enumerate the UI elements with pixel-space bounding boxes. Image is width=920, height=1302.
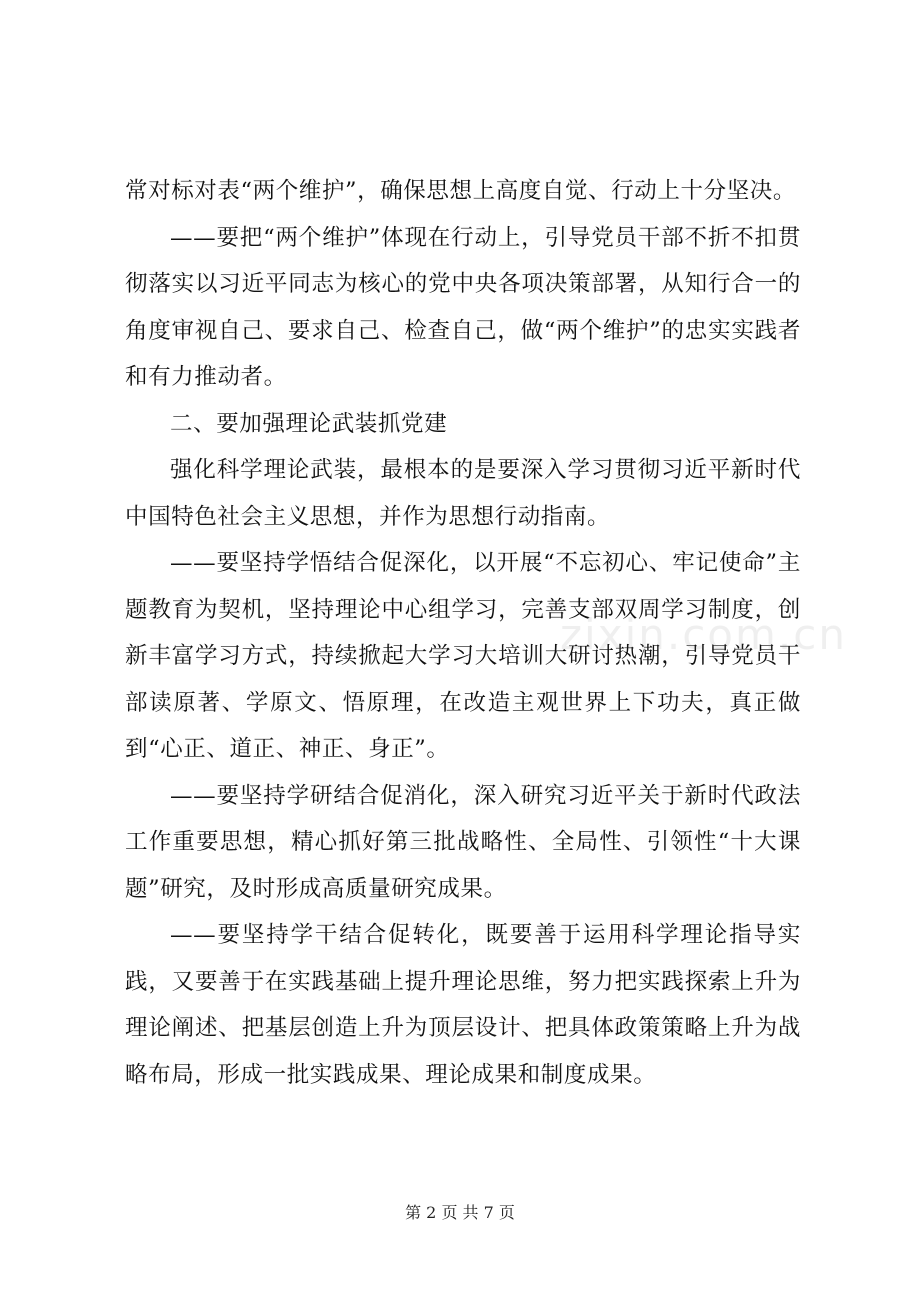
paragraph-two-safeguards-action: ——要把“两个维护”体现在行动上，引导党员干部不折不扣贯彻落实以习近平同志为核心的党中央各项决策部署，从知行合一的角度审视自己、要求自己、检查自己，做“两个维护”的忠实实践者和有力推动者。	[125, 224, 801, 390]
page-number-footer: 第 2 页 共 7 页	[405, 1203, 515, 1222]
paragraph-study-practice: ——要坚持学干结合促转化，既要善于运用科学理论指导实践，又要善于在实践基础上提升理论思维，努力把实践探索上升为理论阐述、把基层创造上升为顶层设计、把具体政策策略上升为战略布局，形成一批实践成果、理论成果和制度成果。	[125, 922, 801, 1088]
paragraph-study-research: ——要坚持学研结合促消化，深入研究习近平关于新时代政法工作重要思想，精心抓好第三批战略性、全局性、引领性“十大课题”研究，及时形成高质量研究成果。	[125, 782, 801, 902]
document-body	[125, 168, 801, 1098]
paragraph-study-deepen: ——要坚持学悟结合促深化，以开展“不忘初心、牢记使命”主题教育为契机，坚持理论中心组学习，完善支部双周学习制度，创新丰富学习方式，持续掀起大学习大培训大研讨热潮，引导党员干部读原著、学原文、悟原理，在改造主观世界上下功夫，真正做到“心正、道正、神正、身正”。	[125, 550, 801, 762]
paragraph-continuation: 常对标对表“两个维护”，确保思想上高度自觉、行动上十分坚决。	[125, 178, 797, 204]
paragraph-theory-armament: 强化科学理论武装，最根本的是要深入学习贯彻习近平新时代中国特色社会主义思想，并作为思想行动指南。	[125, 457, 801, 530]
watermark: zixin.com.cn	[560, 610, 847, 659]
section-heading-theory: 二、要加强理论武装抓党建	[170, 410, 448, 437]
